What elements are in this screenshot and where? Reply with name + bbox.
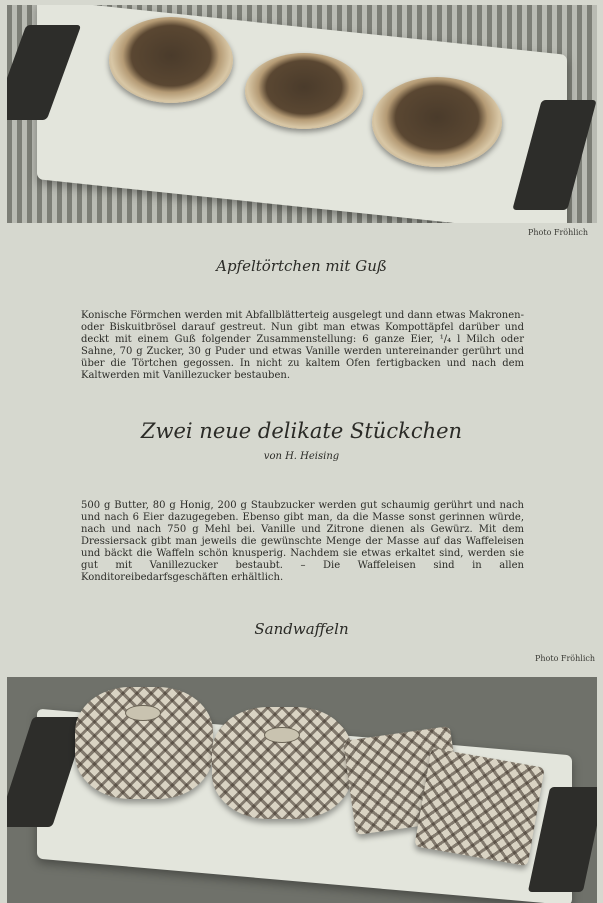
tartlet (245, 53, 363, 129)
page-headline: Zwei neue delikate Stückchen (140, 419, 463, 443)
recipe-title-apfeltoertchen: Apfeltörtchen mit Guß (216, 257, 387, 275)
waffle-label (264, 727, 300, 743)
photo-apfeltoertchen (7, 5, 597, 223)
tartlet (109, 17, 233, 103)
byline: von H. Heising (263, 451, 340, 462)
waffle-stack (212, 707, 352, 819)
recipe-text-sandwaffeln: 500 g Butter, 80 g Honig, 200 g Staubzucker werden gut schaumig gerührt und nach und nach 6 Eier dazugegeben. Ebenso gibt man, da die Masse sonst gerinnen würde, nach und nach 750 g Mehl bei. Vanille und Zitrone dienen als Gewürz. Mit dem Dressiersack gibt man jeweils die gewünschte Menge der Masse auf das Waffeleisen und bäckt die Waffeln schön knusperig. Nachdem sie etwas erkaltet sind, werden sie gut mit Vanillezucker bestaubt. – Die Waffeleisen sind in allen Konditoreibedarfsgeschäften erhältlich. (81, 500, 524, 583)
photo-credit: Photo Fröhlich (528, 228, 589, 237)
photo-sandwaffeln (7, 677, 597, 903)
recipe-title-sandwaffeln: Sandwaffeln (254, 620, 349, 638)
tartlet (372, 77, 502, 167)
waffle-label (125, 705, 161, 721)
waffle-square (414, 748, 545, 866)
photo-credit: Photo Fröhlich (535, 654, 596, 663)
waffle-stack (75, 687, 213, 799)
recipe-text-apfeltoertchen: Konische Förmchen werden mit Abfallblätterteig ausgelegt und dann etwas Makronen- oder Biskuitbrösel darauf gestreut. Nun gibt man etwas Kompottäpfel darüber und deckt mit einem Guß folgender Zusammenstellung: 6 ganze Eier, ¹/₄ l Milch oder Sahne, 70 g Zucker, 30 g Puder und etwas Vanille werden untereinander gerührt und über die Törtchen gegossen. In nicht zu kaltem Ofen fertigbacken und nach dem Kaltwerden mit Vanillezucker bestauben. (81, 310, 524, 381)
